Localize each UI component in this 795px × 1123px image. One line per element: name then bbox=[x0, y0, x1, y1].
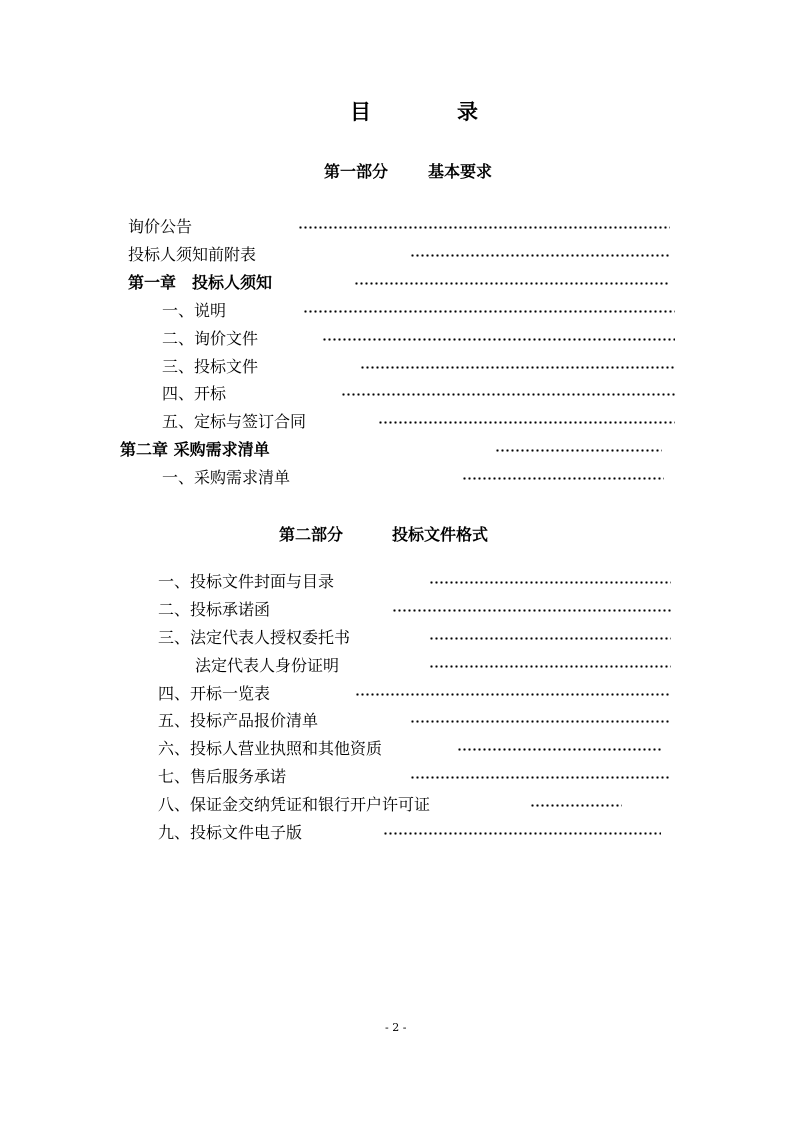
leader-dots bbox=[378, 421, 675, 424]
leader-dots bbox=[383, 832, 661, 835]
toc-entry-label: 询价公告 bbox=[128, 217, 193, 236]
leader-dots bbox=[462, 477, 664, 480]
page-number: - 2 - bbox=[385, 1021, 407, 1034]
leader-dots bbox=[341, 393, 675, 396]
part1-label: 第一部分 bbox=[324, 162, 389, 181]
leader-dots bbox=[322, 338, 675, 341]
toc-entry-label: 一、投标文件封面与目录 bbox=[158, 572, 335, 591]
leader-dots bbox=[303, 310, 675, 313]
part2-name: 投标文件格式 bbox=[392, 525, 489, 544]
leader-dots bbox=[298, 226, 670, 229]
title-right-char: 录 bbox=[457, 99, 478, 124]
toc-entry-label: 九、投标文件电子版 bbox=[158, 823, 303, 842]
title-left-char: 目 bbox=[350, 99, 371, 124]
toc-entry-label: 四、开标一览表 bbox=[158, 684, 271, 703]
part2-label: 第二部分 bbox=[279, 525, 344, 544]
toc-entry-label: 投标人须知前附表 bbox=[128, 245, 257, 264]
leader-dots bbox=[429, 665, 671, 668]
leader-dots bbox=[457, 748, 661, 751]
leader-dots bbox=[354, 282, 670, 285]
toc-entry-label: 一、说明 bbox=[162, 301, 227, 320]
toc-entry-label: 八、保证金交纳凭证和银行开户许可证 bbox=[158, 795, 431, 814]
toc-entry-label: 一、采购需求清单 bbox=[162, 468, 291, 487]
toc-entry-label: 二、投标承诺函 bbox=[158, 600, 271, 619]
toc-entry-label: 三、投标文件 bbox=[162, 357, 259, 376]
leader-dots bbox=[355, 693, 671, 696]
leader-dots bbox=[410, 720, 671, 723]
leader-dots bbox=[410, 254, 670, 257]
leader-dots bbox=[429, 581, 671, 584]
toc-entry-label: 五、定标与签订合同 bbox=[162, 412, 307, 431]
toc-entry-label: 六、投标人营业执照和其他资质 bbox=[158, 739, 383, 758]
toc-entry-label: 七、售后服务承诺 bbox=[158, 767, 287, 786]
leader-dots bbox=[495, 449, 662, 452]
toc-entry-label: 三、法定代表人授权委托书 bbox=[158, 628, 351, 647]
leader-dots bbox=[429, 637, 671, 640]
part1-name: 基本要求 bbox=[428, 162, 493, 181]
leader-dots bbox=[530, 804, 622, 807]
toc-entry-label: 法定代表人身份证明 bbox=[195, 656, 340, 675]
toc-entry-label: 四、开标 bbox=[162, 384, 227, 403]
toc-chapter-label: 第二章 采购需求清单 bbox=[120, 440, 270, 459]
leader-dots bbox=[360, 366, 675, 369]
toc-entry-label: 二、询价文件 bbox=[162, 329, 259, 348]
toc-entry-label: 五、投标产品报价清单 bbox=[158, 711, 319, 730]
toc-chapter-label: 第一章 投标人须知 bbox=[128, 273, 273, 292]
leader-dots bbox=[410, 776, 671, 779]
leader-dots bbox=[392, 609, 671, 612]
